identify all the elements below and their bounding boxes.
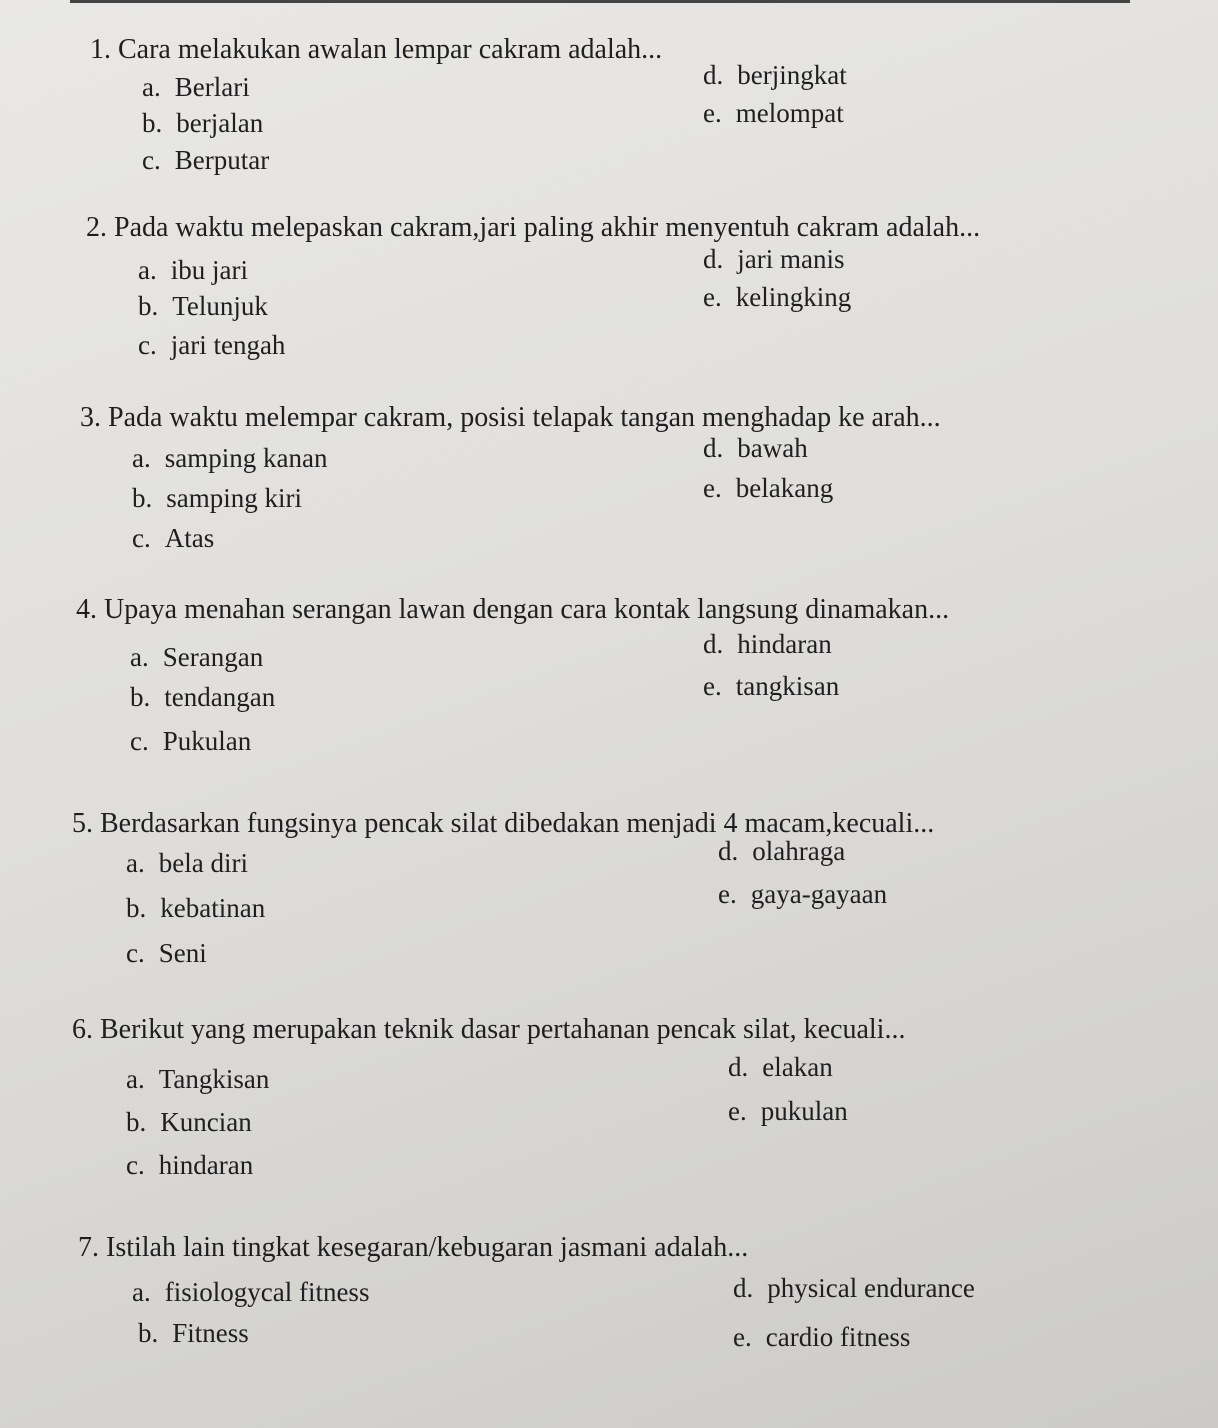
question-2-option-c — [138, 330, 285, 361]
option-text: kebatinan — [160, 893, 266, 923]
option-label: c. — [126, 938, 145, 968]
question-4-option-a — [130, 642, 263, 673]
option-text: tangkisan — [735, 671, 840, 701]
question-1-option-b — [142, 108, 263, 139]
option-text: bawah — [737, 433, 808, 463]
option-label: e. — [703, 98, 722, 128]
option-text: kelingking — [735, 282, 852, 312]
option-text: jari tengah — [170, 330, 286, 360]
option-label: b. — [126, 1107, 147, 1137]
question-7-option-d — [733, 1273, 975, 1304]
option-text: Serangan — [162, 642, 264, 672]
option-text: Fitness — [172, 1318, 249, 1348]
option-text: hindaran — [737, 629, 832, 659]
option-label: b. — [142, 108, 163, 138]
option-label: d. — [703, 244, 724, 274]
option-label: c. — [126, 1150, 145, 1180]
option-text: melompat — [735, 98, 844, 128]
question-1-option-e — [703, 98, 844, 129]
option-label: e. — [733, 1322, 752, 1352]
option-label: d. — [703, 629, 724, 659]
question-5-option-a — [126, 848, 248, 879]
option-text: Tangkisan — [158, 1064, 270, 1094]
question-3-stem: 3. Pada waktu melempar cakram, posisi telapak tangan menghadap ke arah... — [80, 402, 941, 433]
option-text: Atas — [164, 523, 215, 553]
option-label: d. — [718, 836, 739, 866]
question-1-stem: 1. Cara melakukan awalan lempar cakram adalah... — [90, 34, 663, 65]
question-4-option-e — [703, 671, 839, 702]
option-label: a. — [126, 848, 145, 878]
option-label: b. — [132, 483, 153, 513]
option-text: Telunjuk — [172, 291, 268, 321]
question-5-option-d — [718, 836, 845, 867]
option-text: Kuncian — [160, 1107, 252, 1137]
option-label: a. — [126, 1064, 145, 1094]
option-text: physical endurance — [767, 1273, 975, 1303]
question-3-option-c — [132, 523, 214, 554]
option-text: berjalan — [176, 108, 264, 138]
option-text: elakan — [762, 1052, 833, 1082]
option-text: Pukulan — [162, 726, 252, 756]
option-text: Berputar — [174, 145, 270, 175]
option-text: berjingkat — [737, 60, 847, 90]
question-5-option-b — [126, 893, 265, 924]
question-2-option-b — [138, 291, 268, 322]
question-4-option-b — [130, 682, 275, 713]
question-5-option-c — [126, 938, 207, 969]
option-text: fisiologycal fitness — [164, 1277, 370, 1307]
option-label: e. — [703, 473, 722, 503]
option-text: bela diri — [158, 848, 248, 878]
question-4-option-c — [130, 726, 251, 757]
question-1-option-d — [703, 60, 847, 91]
question-1-option-a — [142, 72, 250, 103]
question-7-option-e — [733, 1322, 910, 1353]
option-text: olahraga — [752, 836, 846, 866]
question-2-option-a — [138, 255, 248, 286]
option-label: a. — [138, 255, 157, 285]
question-6-option-c — [126, 1150, 253, 1181]
option-label: e. — [728, 1096, 747, 1126]
question-1-option-c — [142, 145, 269, 176]
option-label: a. — [132, 443, 151, 473]
option-text: jari manis — [737, 244, 845, 274]
question-3-option-b — [132, 483, 302, 514]
option-label: d. — [703, 60, 724, 90]
option-label: a. — [132, 1277, 151, 1307]
option-text: belakang — [735, 473, 834, 503]
question-6-option-b — [126, 1107, 252, 1138]
option-text: samping kiri — [166, 483, 302, 513]
option-label: e. — [703, 282, 722, 312]
option-label: c. — [142, 145, 161, 175]
question-5-option-e — [718, 879, 887, 910]
option-label: b. — [126, 893, 147, 923]
question-2-option-e — [703, 282, 851, 313]
option-label: c. — [132, 523, 151, 553]
question-4-option-d — [703, 629, 832, 660]
option-text: tendangan — [164, 682, 276, 712]
option-text: cardio fitness — [765, 1322, 911, 1352]
question-6-option-d — [728, 1052, 833, 1083]
option-text: hindaran — [158, 1150, 254, 1180]
question-3-option-a — [132, 443, 327, 474]
option-text: pukulan — [760, 1096, 848, 1126]
option-text: gaya-gayaan — [750, 879, 888, 909]
option-text: Seni — [158, 938, 207, 968]
option-label: d. — [728, 1052, 749, 1082]
option-label: e. — [718, 879, 737, 909]
option-label: d. — [733, 1273, 754, 1303]
question-7-stem: 7. Istilah lain tingkat kesegaran/kebugaran jasmani adalah... — [78, 1232, 749, 1263]
question-7-option-b — [138, 1318, 249, 1349]
question-3-option-d — [703, 433, 808, 464]
question-6-option-e — [728, 1096, 848, 1127]
option-label: e. — [703, 671, 722, 701]
option-label: b. — [130, 682, 151, 712]
question-6-option-a — [126, 1064, 269, 1095]
question-2-option-d — [703, 244, 844, 275]
option-label: a. — [130, 642, 149, 672]
question-4-stem: 4. Upaya menahan serangan lawan dengan cara kontak langsung dinamakan... — [76, 594, 950, 625]
question-6-stem: 6. Berikut yang merupakan teknik dasar pertahanan pencak silat, kecuali... — [72, 1014, 906, 1045]
question-2-stem: 2. Pada waktu melepaskan cakram,jari paling akhir menyentuh cakram adalah... — [86, 212, 981, 243]
option-label: c. — [138, 330, 157, 360]
option-label: c. — [130, 726, 149, 756]
option-text: ibu jari — [170, 255, 248, 285]
option-label: a. — [142, 72, 161, 102]
question-3-option-e — [703, 473, 833, 504]
question-7-option-a — [132, 1277, 369, 1308]
option-label: d. — [703, 433, 724, 463]
option-label: b. — [138, 1318, 159, 1348]
option-text: samping kanan — [164, 443, 328, 473]
option-label: b. — [138, 291, 159, 321]
option-text: Berlari — [174, 72, 250, 102]
question-5-stem: 5. Berdasarkan fungsinya pencak silat dibedakan menjadi 4 macam,kecuali... — [72, 808, 935, 839]
